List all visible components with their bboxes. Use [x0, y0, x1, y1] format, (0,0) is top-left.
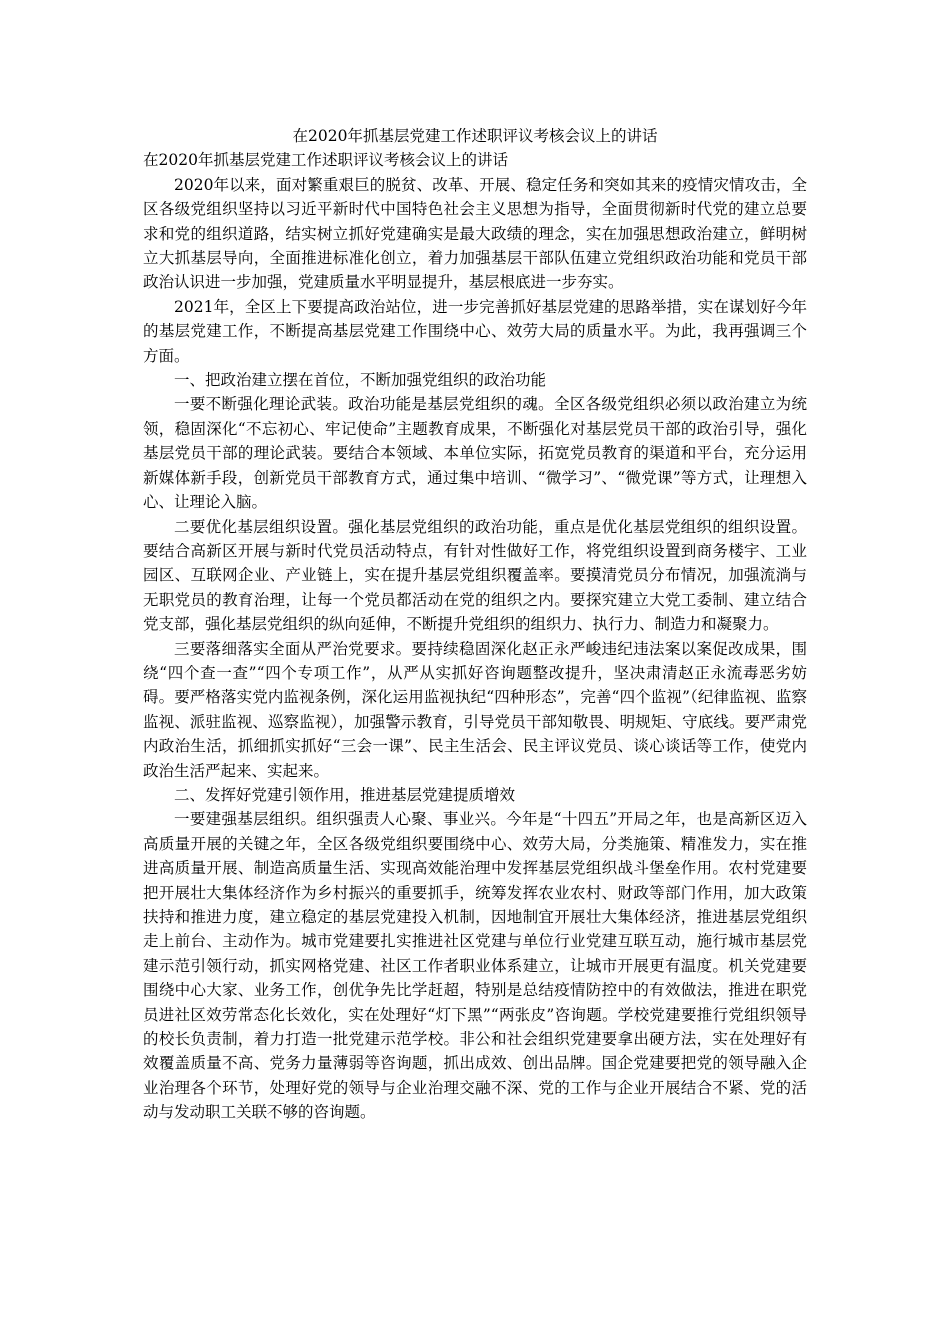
paragraph: 一要不断强化理论武装。政治功能是基层党组织的魂。全区各级党组织必须以政治建立为统领，稳固深化“不忘初心、牢记使命”主题教育成果，不断强化对基层党员干部的政治引导，强化基层党员干部的理论武装。要结合本领域、本单位实际，拓宽党员教育的渠道和平台，充分运用新媒体新手段，创新党员干部教育方式，通过集中培训、“微学习”、“微党课”等方式，让理想入心、让理论入脑。	[143, 395, 807, 512]
document-body	[143, 124, 807, 1125]
document-title: 在2020年抓基层党建工作述职评议考核会议上的讲话	[292, 127, 658, 145]
paragraph: 一要建强基层组织。组织强责人心聚、事业兴。今年是“十四五”开局之年，也是高新区迈入高质量开展的关键之年，全区各级党组织要围绕中心、效劳大局，分类施策、精准发力，实在推进高质量开展、制造高质量生活、实现高效能治理中发挥基层党组织战斗堡垒作用。农村党建要把开展壮大集体经济作为乡村振兴的重要抓手，统筹发挥农业农村、财政等部门作用，加大政策扶持和推进力度，建立稳定的基层党建投入机制，因地制宜开展壮大集体经济，推进基层党组织走上前台、主动作为。城市党建要扎实推进社区党建与单位行业党建互联互动，施行城市基层党建示范引领行动，抓实网格党建、社区工作者职业体系建立，让城市开展更有温度。机关党建要围绕中心大家、业务工作，创优争先比学赶超，特别是总结疫情防控中的有效做法，推进在职党员进社区效劳常态化长效化，实在处理好“灯下黑”“两张皮”咨询题。学校党建要推行党组织领导的校长负责制，着力打造一批党建示范学校。非公和社会组织党建要拿出硬方法，实在处理好有效覆盖质量不高、党务力量薄弱等咨询题，抓出成效、创出品牌。国企党建要把党的领导融入企业治理各个环节，处理好党的领导与企业治理交融不深、党的工作与企业开展结合不紧、党的活动与发动职工关联不够的咨询题。	[143, 810, 807, 1122]
paragraph: 2021年，全区上下要提高政治站位，进一步完善抓好基层党建的思路举措，实在谋划好今年的基层党建工作，不断提高基层党建工作围绕中心、效劳大局的质量水平。为此，我再强调三个方面。	[143, 297, 807, 365]
section-heading: 二、发挥好党建引领作用，推进基层党建提质增效	[174, 785, 516, 804]
paragraph: 2020年以来，面对繁重艰巨的脱贫、改革、开展、稳定任务和突如其来的疫情灾情攻击，全区各级党组织坚持以习近平新时代中国特色社会主义思想为指导，全面贯彻新时代党的建立总要求和党的组织道路，结实树立抓好党建确实是最大政绩的理念，实在加强思想政治建立，鲜明树立大抓基层导向，全面推进标准化创立，着力加强基层干部队伍建立党组织政治功能和党员干部政治认识进一步加强，党建质量水平明显提升，基层根底进一步夯实。	[143, 175, 807, 292]
paragraph: 二要优化基层组织设置。强化基层党组织的政治功能，重点是优化基层党组织的组织设置。要结合高新区开展与新时代党员活动特点，有针对性做好工作，将党组织设置到商务楼宇、工业园区、互联网企业、产业链上，实在提升基层党组织覆盖率。要摸清党员分布情况，加强流淌与无职党员的教育治理，让每一个党员都活动在党的组织之内。要探究建立大党工委制、建立结合党支部，强化基层党组织的纵向延伸，不断提升党组织的组织力、执行力、制造力和凝聚力。	[143, 517, 807, 634]
section-heading: 一、把政治建立摆在首位，不断加强党组织的政治功能	[174, 371, 547, 390]
document-subtitle: 在2020年抓基层党建工作述职评议考核会议上的讲话	[143, 151, 508, 170]
paragraph: 三要落细落实全面从严治党要求。要持续稳固深化赵正永严峻违纪违法案以案促改成果，围绕“四个查一查”“四个专项工作”，从严从实抓好咨询题整改提升，坚决肃清赵正永流毒恶劣妨碍。要严格落实党内监视条例，深化运用监视执纪“四种形态”，完善“四个监视”（纪律监视、监察监视、派驻监视、巡察监视），加强警示教育，引导党员干部知敬畏、明规矩、守底线。要严肃党内政治生活，抓细抓实抓好“三会一课”、民主生活会、民主评议党员、谈心谈话等工作，使党内政治生活严起来、实起来。	[143, 639, 807, 780]
